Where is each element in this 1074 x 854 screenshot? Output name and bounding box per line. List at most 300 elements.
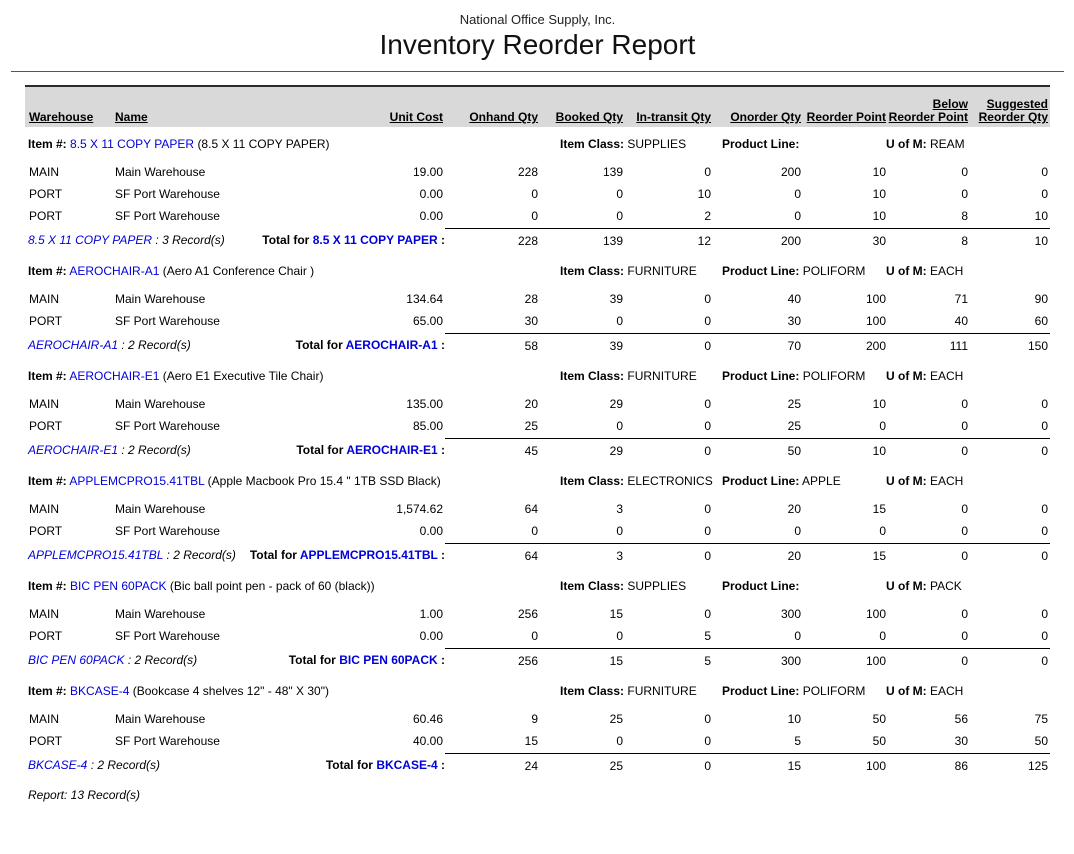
cell-onhand-qty: 0 (531, 209, 538, 223)
item-class (560, 136, 686, 152)
total-label (296, 438, 445, 462)
cell-below-reorder-point: 0 (961, 524, 968, 538)
unit-of-measure (886, 136, 965, 152)
cell-suggested-reorder-qty: 0 (1041, 419, 1048, 433)
product-line (722, 578, 799, 594)
cell-name: Main Warehouse (115, 165, 206, 179)
total-first-cell (25, 648, 445, 673)
cell-intransit-qty: 0 (704, 502, 711, 516)
group-total-row (25, 648, 1050, 673)
item-description: (Aero E1 Executive Tile Chair) (162, 369, 324, 383)
total-onorder-qty: 15 (713, 753, 803, 778)
item-code-link[interactable]: APPLEMCPRO15.41TBL (28, 548, 164, 562)
item-header (25, 683, 1050, 699)
cell-reorder-point: 10 (872, 187, 886, 201)
item-code-link[interactable]: 8.5 X 11 COPY PAPER (312, 233, 438, 247)
item-title (25, 683, 480, 699)
cell-suggested-reorder-qty: 10 (1034, 209, 1048, 223)
cell-below-reorder-point: 8 (961, 209, 968, 223)
uom-label: U of M: (886, 137, 927, 151)
col-intransit-qty (625, 111, 713, 124)
col-unit-cost-label: Unit Cost (389, 110, 443, 124)
cell-booked-qty: 0 (616, 419, 623, 433)
uom-label: U of M: (886, 369, 927, 383)
total-below-reorder-point: 0 (888, 438, 970, 463)
item-header (25, 263, 1050, 279)
cell-onorder-qty: 25 (787, 397, 801, 411)
item-code-link[interactable]: BKCASE-4 (70, 684, 130, 698)
cell-suggested-reorder-qty: 0 (1041, 165, 1048, 179)
col-booked-qty (540, 111, 625, 124)
item-code-link[interactable]: AEROCHAIR-E1 (69, 369, 160, 383)
total-colon: : (437, 653, 445, 667)
total-colon: : (437, 548, 445, 562)
cell-below-reorder-point: 0 (961, 165, 968, 179)
cell-unit-cost: 135.00 (406, 397, 443, 411)
cell-reorder-point: 0 (879, 524, 886, 538)
cell-name: SF Port Warehouse (115, 314, 220, 328)
cell-intransit-qty: 0 (704, 524, 711, 538)
group-record-count (28, 228, 225, 252)
table-row (25, 603, 1050, 625)
cell-onorder-qty: 30 (787, 314, 801, 328)
total-onhand-qty: 24 (445, 753, 540, 778)
group-total-row (25, 753, 1050, 778)
col-onorder-label: Onorder Qty (730, 110, 801, 124)
cell-reorder-point: 100 (865, 292, 886, 306)
total-label (289, 648, 445, 672)
total-reorder-point: 200 (803, 333, 888, 358)
item-class-value: FURNITURE (627, 264, 697, 278)
cell-booked-qty: 0 (616, 187, 623, 201)
total-suggested-reorder-qty: 0 (970, 648, 1050, 673)
total-suggested-reorder-qty: 0 (970, 438, 1050, 463)
col-booked-label: Booked Qty (555, 110, 623, 124)
total-label (326, 753, 445, 777)
cell-warehouse: MAIN (29, 712, 59, 726)
total-for-text: Total for (262, 233, 310, 247)
group-record-count (28, 438, 191, 462)
cell-below-reorder-point: 0 (961, 419, 968, 433)
record-count-text: : 2 Record(s) (124, 653, 198, 667)
record-count-text: : 2 Record(s) (87, 758, 161, 772)
item-code-link[interactable]: AEROCHAIR-A1 (28, 338, 119, 352)
cell-onorder-qty: 10 (787, 712, 801, 726)
item-group (25, 136, 1050, 253)
uom-value: PACK (930, 579, 962, 593)
table-row (25, 288, 1050, 310)
uom-label: U of M: (886, 264, 927, 278)
item-description: (8.5 X 11 COPY PAPER) (197, 137, 330, 151)
table-row (25, 310, 1050, 332)
item-code-link[interactable]: BKCASE-4 (28, 758, 88, 772)
cell-booked-qty: 0 (616, 209, 623, 223)
total-first-cell (25, 543, 445, 568)
cell-below-reorder-point: 0 (961, 502, 968, 516)
cell-onorder-qty: 25 (787, 419, 801, 433)
unit-of-measure (886, 473, 963, 489)
report-title: Inventory Reorder Report (379, 29, 696, 60)
group-record-count (28, 648, 197, 672)
cell-name: Main Warehouse (115, 607, 206, 621)
total-suggested-reorder-qty: 10 (970, 228, 1050, 253)
cell-unit-cost: 0.00 (419, 629, 443, 643)
product-line (722, 683, 865, 699)
total-colon: : (437, 338, 445, 352)
item-class (560, 683, 697, 699)
total-onhand-qty: 45 (445, 438, 540, 463)
cell-onhand-qty: 20 (524, 397, 538, 411)
cell-reorder-point: 100 (865, 314, 886, 328)
uom-value: EACH (930, 369, 964, 383)
cell-suggested-reorder-qty: 90 (1034, 292, 1048, 306)
group-total-row (25, 438, 1050, 463)
cell-warehouse: MAIN (29, 502, 59, 516)
total-reorder-point: 30 (803, 228, 888, 253)
item-class-label: Item Class: (560, 137, 625, 151)
cell-unit-cost: 0.00 (419, 187, 443, 201)
cell-onorder-qty: 20 (787, 502, 801, 516)
cell-booked-qty: 0 (616, 629, 623, 643)
total-intransit-qty: 5 (625, 648, 713, 673)
cell-onhand-qty: 15 (524, 734, 538, 748)
item-class-label: Item Class: (560, 369, 625, 383)
cell-onhand-qty: 0 (531, 629, 538, 643)
cell-intransit-qty: 0 (704, 712, 711, 726)
cell-onorder-qty: 40 (787, 292, 801, 306)
cell-name: SF Port Warehouse (115, 524, 220, 538)
col-warehouse (25, 111, 115, 124)
cell-name: SF Port Warehouse (115, 629, 220, 643)
product-line-value: APPLE (802, 474, 841, 488)
product-line-label: Product Line: (722, 684, 800, 698)
item-code-link[interactable]: BIC PEN 60PACK (339, 653, 438, 667)
cell-name: SF Port Warehouse (115, 209, 220, 223)
cell-onhand-qty: 256 (517, 607, 538, 621)
total-booked-qty: 29 (540, 438, 625, 463)
item-class-label: Item Class: (560, 579, 625, 593)
cell-onhand-qty: 0 (531, 187, 538, 201)
item-number-label: Item #: (28, 369, 67, 383)
uom-value: REAM (930, 137, 965, 151)
total-reorder-point: 100 (803, 648, 888, 673)
col-onhand-qty (445, 111, 540, 124)
col-onorder-qty (713, 111, 803, 124)
cell-reorder-point: 0 (879, 419, 886, 433)
col-onhand-label: Onhand Qty (469, 110, 538, 124)
col-suggested-reorder-qty (970, 98, 1050, 124)
item-code-link[interactable]: AEROCHAIR-A1 (345, 338, 438, 352)
unit-of-measure (886, 578, 962, 594)
table-header (25, 85, 1050, 127)
cell-booked-qty: 15 (609, 607, 623, 621)
cell-unit-cost: 0.00 (419, 524, 443, 538)
cell-onhand-qty: 228 (517, 165, 538, 179)
uom-value: EACH (930, 474, 964, 488)
cell-suggested-reorder-qty: 0 (1041, 397, 1048, 411)
cell-warehouse: MAIN (29, 397, 59, 411)
item-code-link[interactable]: APPLEMCPRO15.41TBL (69, 474, 205, 488)
item-class-value: FURNITURE (627, 684, 697, 698)
cell-intransit-qty: 0 (704, 165, 711, 179)
item-code-link[interactable]: BKCASE-4 (376, 758, 438, 772)
total-for-text: Total for (325, 758, 373, 772)
cell-onorder-qty: 300 (780, 607, 801, 621)
table-row (25, 708, 1050, 730)
total-below-reorder-point: 0 (888, 543, 970, 568)
item-code-link[interactable]: 8.5 X 11 COPY PAPER (70, 137, 195, 151)
item-class-label: Item Class: (560, 684, 625, 698)
cell-unit-cost: 1.00 (419, 607, 443, 621)
cell-onhand-qty: 30 (524, 314, 538, 328)
cell-intransit-qty: 2 (704, 209, 711, 223)
item-code-link[interactable]: AEROCHAIR-E1 (346, 443, 438, 457)
item-group (25, 683, 1050, 778)
item-code-link[interactable]: AEROCHAIR-A1 (69, 264, 160, 278)
cell-booked-qty: 139 (602, 165, 623, 179)
item-group (25, 368, 1050, 463)
cell-suggested-reorder-qty: 0 (1041, 629, 1048, 643)
item-number-label: Item #: (28, 264, 67, 278)
item-title (25, 263, 480, 279)
cell-name: Main Warehouse (115, 502, 206, 516)
col-below-line2: Reorder Point (888, 110, 968, 124)
table-row (25, 393, 1050, 415)
col-below-line1: Below (932, 97, 968, 111)
cell-below-reorder-point: 0 (961, 187, 968, 201)
cell-unit-cost: 60.46 (412, 712, 443, 726)
product-line-label: Product Line: (722, 137, 800, 151)
cell-reorder-point: 50 (872, 712, 886, 726)
product-line (722, 473, 841, 489)
cell-warehouse: PORT (29, 524, 63, 538)
total-for-text: Total for (249, 548, 297, 562)
item-header (25, 578, 1050, 594)
item-number-label: Item #: (28, 684, 67, 698)
total-below-reorder-point: 111 (888, 333, 970, 358)
cell-booked-qty: 0 (616, 734, 623, 748)
item-class-value: SUPPLIES (627, 579, 687, 593)
table-row (25, 415, 1050, 437)
total-intransit-qty: 0 (625, 753, 713, 778)
col-name (115, 111, 288, 124)
item-code-link[interactable]: AEROCHAIR-E1 (28, 443, 119, 457)
cell-unit-cost: 1,574.62 (396, 502, 443, 516)
item-title (25, 368, 480, 384)
item-class-label: Item Class: (560, 264, 625, 278)
cell-onorder-qty: 200 (780, 165, 801, 179)
cell-name: SF Port Warehouse (115, 187, 220, 201)
cell-name: Main Warehouse (115, 712, 206, 726)
product-line (722, 136, 799, 152)
uom-value: EACH (930, 264, 964, 278)
cell-onorder-qty: 0 (794, 629, 801, 643)
item-header (25, 473, 1050, 489)
total-booked-qty: 39 (540, 333, 625, 358)
cell-onhand-qty: 0 (531, 524, 538, 538)
item-class-value: FURNITURE (627, 369, 697, 383)
col-intransit-label: In-transit Qty (636, 110, 711, 124)
cell-onhand-qty: 9 (531, 712, 538, 726)
cell-intransit-qty: 5 (704, 629, 711, 643)
cell-warehouse: PORT (29, 314, 63, 328)
total-onorder-qty: 20 (713, 543, 803, 568)
cell-booked-qty: 29 (609, 397, 623, 411)
total-first-cell (25, 333, 445, 358)
product-line-label: Product Line: (722, 579, 800, 593)
item-class (560, 473, 713, 489)
col-suggested-line1: Suggested (986, 97, 1048, 111)
cell-reorder-point: 50 (872, 734, 886, 748)
item-class-value: ELECTRONICS (627, 474, 713, 488)
cell-warehouse: MAIN (29, 292, 59, 306)
record-count-text: : 3 Record(s) (152, 233, 225, 247)
cell-onorder-qty: 5 (794, 734, 801, 748)
record-count-text: : 2 Record(s) (118, 443, 191, 457)
total-below-reorder-point: 0 (888, 648, 970, 673)
total-for-text: Total for (295, 338, 343, 352)
item-code-link[interactable]: BIC PEN 60PACK (28, 653, 125, 667)
unit-of-measure (886, 263, 963, 279)
total-reorder-point: 100 (803, 753, 888, 778)
product-line (722, 368, 865, 384)
cell-reorder-point: 10 (872, 165, 886, 179)
record-count-text: : 2 Record(s) (163, 548, 236, 562)
item-number-label: Item #: (28, 474, 67, 488)
cell-suggested-reorder-qty: 50 (1034, 734, 1048, 748)
group-total-row (25, 228, 1050, 253)
product-line-label: Product Line: (722, 369, 800, 383)
total-label (262, 228, 445, 252)
total-below-reorder-point: 86 (888, 753, 970, 778)
cell-unit-cost: 19.00 (412, 165, 443, 179)
item-group (25, 263, 1050, 358)
item-class (560, 263, 697, 279)
product-line-label: Product Line: (722, 264, 800, 278)
cell-intransit-qty: 0 (704, 419, 711, 433)
cell-intransit-qty: 0 (704, 397, 711, 411)
cell-onhand-qty: 28 (524, 292, 538, 306)
total-suggested-reorder-qty: 150 (970, 333, 1050, 358)
unit-of-measure (886, 683, 963, 699)
item-code-link[interactable]: BIC PEN 60PACK (70, 579, 167, 593)
col-unit-cost (288, 111, 445, 124)
title-divider (11, 71, 1064, 72)
cell-suggested-reorder-qty: 0 (1041, 607, 1048, 621)
item-class (560, 578, 686, 594)
cell-onorder-qty: 0 (794, 209, 801, 223)
item-class-value: SUPPLIES (627, 137, 687, 151)
cell-below-reorder-point: 56 (954, 712, 968, 726)
cell-warehouse: PORT (29, 419, 63, 433)
cell-suggested-reorder-qty: 0 (1041, 187, 1048, 201)
table-row (25, 183, 1050, 205)
product-line-value: POLIFORM (802, 684, 866, 698)
cell-booked-qty: 39 (609, 292, 623, 306)
group-record-count (28, 333, 191, 357)
cell-onorder-qty: 0 (794, 524, 801, 538)
total-reorder-point: 10 (803, 438, 888, 463)
item-number-label: Item #: (28, 579, 67, 593)
cell-name: Main Warehouse (115, 292, 206, 306)
total-onorder-qty: 200 (713, 228, 803, 253)
item-title (25, 136, 480, 152)
cell-name: Main Warehouse (115, 397, 206, 411)
item-code-link[interactable]: 8.5 X 11 COPY PAPER (28, 233, 153, 247)
cell-reorder-point: 10 (872, 397, 886, 411)
total-suggested-reorder-qty: 0 (970, 543, 1050, 568)
cell-warehouse: MAIN (29, 165, 59, 179)
total-onhand-qty: 58 (445, 333, 540, 358)
total-first-cell (25, 228, 445, 253)
product-line-value: POLIFORM (802, 369, 866, 383)
cell-intransit-qty: 0 (704, 607, 711, 621)
cell-reorder-point: 100 (865, 607, 886, 621)
total-intransit-qty: 12 (625, 228, 713, 253)
product-line-label: Product Line: (722, 474, 800, 488)
record-count-text: : 2 Record(s) (118, 338, 191, 352)
item-header (25, 136, 1050, 152)
item-description: (Aero A1 Conference Chair ) (162, 264, 315, 278)
cell-warehouse: PORT (29, 209, 63, 223)
cell-suggested-reorder-qty: 0 (1041, 524, 1048, 538)
item-description: (Bic ball point pen - pack of 60 (black)) (169, 579, 375, 593)
total-booked-qty: 15 (540, 648, 625, 673)
col-name-label: Name (115, 110, 148, 124)
item-number-label: Item #: (28, 137, 67, 151)
cell-booked-qty: 0 (616, 314, 623, 328)
cell-intransit-qty: 0 (704, 314, 711, 328)
table-row (25, 520, 1050, 542)
cell-booked-qty: 25 (609, 712, 623, 726)
report-footer: Report: 13 Record(s) (28, 788, 141, 802)
total-booked-qty: 3 (540, 543, 625, 568)
col-warehouse-label: Warehouse (29, 110, 94, 124)
cell-name: SF Port Warehouse (115, 734, 220, 748)
total-onorder-qty: 50 (713, 438, 803, 463)
item-class (560, 368, 697, 384)
item-code-link[interactable]: APPLEMCPRO15.41TBL (299, 548, 438, 562)
cell-suggested-reorder-qty: 0 (1041, 502, 1048, 516)
cell-below-reorder-point: 30 (954, 734, 968, 748)
total-onhand-qty: 228 (445, 228, 540, 253)
item-description: (Apple Macbook Pro 15.4 " 1TB SSD Black) (207, 474, 441, 488)
item-group (25, 578, 1050, 673)
total-for-text: Total for (296, 443, 344, 457)
cell-warehouse: PORT (29, 187, 63, 201)
cell-warehouse: PORT (29, 629, 63, 643)
total-suggested-reorder-qty: 125 (970, 753, 1050, 778)
cell-reorder-point: 0 (879, 629, 886, 643)
table-row (25, 498, 1050, 520)
col-reorder-point-label: Reorder Point (806, 110, 886, 124)
cell-below-reorder-point: 0 (961, 629, 968, 643)
table-row (25, 161, 1050, 183)
cell-unit-cost: 65.00 (412, 314, 443, 328)
total-reorder-point: 15 (803, 543, 888, 568)
cell-intransit-qty: 10 (697, 187, 711, 201)
unit-of-measure (886, 368, 963, 384)
total-colon: : (437, 233, 445, 247)
total-label (296, 333, 445, 357)
table-row (25, 730, 1050, 752)
cell-unit-cost: 0.00 (419, 209, 443, 223)
item-header (25, 368, 1050, 384)
cell-booked-qty: 3 (616, 502, 623, 516)
total-intransit-qty: 0 (625, 333, 713, 358)
cell-onorder-qty: 0 (794, 187, 801, 201)
cell-onhand-qty: 64 (524, 502, 538, 516)
